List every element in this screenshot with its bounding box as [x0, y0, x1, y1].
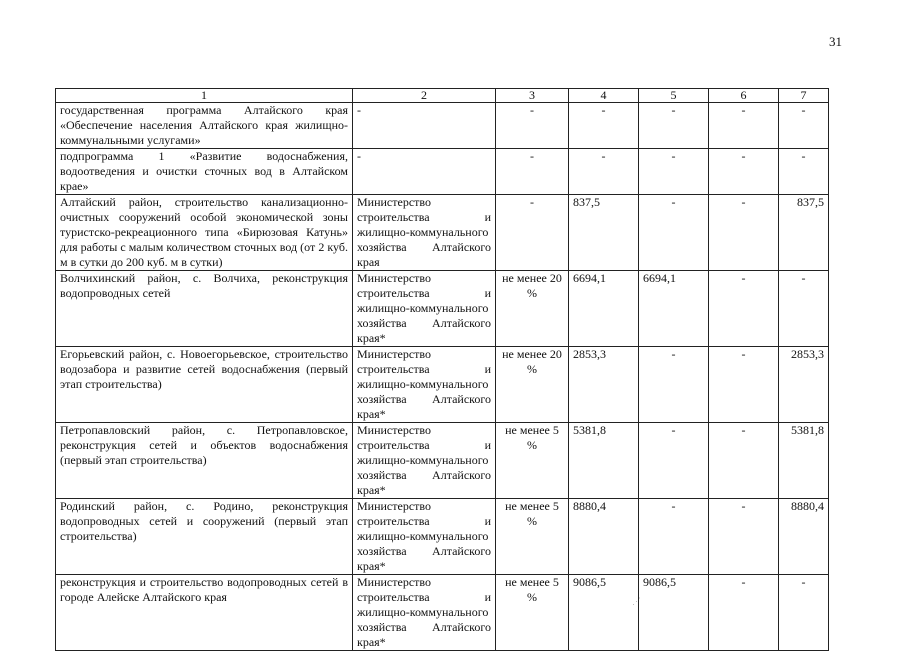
share-cell: - — [496, 149, 569, 195]
value-cell-6: - — [709, 195, 779, 271]
table-row — [56, 149, 829, 195]
value-cell-4: 8880,4 — [569, 499, 639, 575]
value-cell-6: - — [709, 271, 779, 347]
value-cell-5: 9086,5 — [639, 575, 709, 651]
value-cell-7: 5381,8 — [779, 423, 829, 499]
column-header: 6 — [709, 89, 779, 103]
value-cell-6: - — [709, 575, 779, 651]
value-cell-7: - — [779, 271, 829, 347]
table-row — [56, 499, 829, 575]
value-cell-6: - — [709, 423, 779, 499]
share-cell: не менее 20 % — [496, 347, 569, 423]
value-cell-5: - — [639, 423, 709, 499]
table-row — [56, 271, 829, 347]
responsible-cell: Министерство строительства и жилищно-коммунального хозяйства Алтайского края — [353, 195, 496, 271]
table-row — [56, 347, 829, 423]
table-row — [56, 423, 829, 499]
value-cell-7: - — [779, 575, 829, 651]
column-header: 2 — [353, 89, 496, 103]
table-header-row — [56, 89, 829, 103]
row-name-cell: Родинский район, с. Родино, реконструкция водопроводных сетей и сооружений (первый этап строительства) — [56, 499, 353, 575]
value-cell-7: 2853,3 — [779, 347, 829, 423]
value-cell-5: 6694,1 — [639, 271, 709, 347]
budget-table — [55, 88, 829, 651]
share-cell: не менее 5 % — [496, 575, 569, 651]
responsible-cell: - — [353, 149, 496, 195]
value-cell-6: - — [709, 347, 779, 423]
responsible-cell: - — [353, 103, 496, 149]
table-body — [56, 89, 829, 651]
value-cell-7: - — [779, 103, 829, 149]
row-name-cell: Егорьевский район, с. Новоегорьевское, строительство водозабора и развитие сетей водоснабжения (первый этап строительства) — [56, 347, 353, 423]
responsible-cell: Министерство строительства и жилищно-коммунального хозяйства Алтайского края* — [353, 575, 496, 651]
column-header: 1 — [56, 89, 353, 103]
responsible-cell: Министерство строительства и жилищно-коммунального хозяйства Алтайского края* — [353, 499, 496, 575]
table-row — [56, 575, 829, 651]
responsible-cell: Министерство строительства и жилищно-коммунального хозяйства Алтайского края* — [353, 347, 496, 423]
column-header: 5 — [639, 89, 709, 103]
value-cell-5: - — [639, 347, 709, 423]
share-cell: - — [496, 103, 569, 149]
value-cell-4: - — [569, 149, 639, 195]
table-row — [56, 195, 829, 271]
value-cell-5: - — [639, 195, 709, 271]
value-cell-6: - — [709, 149, 779, 195]
value-cell-5: - — [639, 149, 709, 195]
value-cell-5: - — [639, 499, 709, 575]
value-cell-4: 837,5 — [569, 195, 639, 271]
share-cell: не менее 5 % — [496, 423, 569, 499]
column-header: 3 — [496, 89, 569, 103]
scan-artifact: ⋰ — [632, 596, 641, 606]
value-cell-4: 5381,8 — [569, 423, 639, 499]
responsible-cell: Министерство строительства и жилищно-коммунального хозяйства Алтайского края* — [353, 271, 496, 347]
share-cell: - — [496, 195, 569, 271]
row-name-cell: государственная программа Алтайского края «Обеспечение населения Алтайского края жилищно-коммунальными услугами» — [56, 103, 353, 149]
value-cell-7: 837,5 — [779, 195, 829, 271]
value-cell-4: 6694,1 — [569, 271, 639, 347]
value-cell-6: - — [709, 499, 779, 575]
share-cell: не менее 5 % — [496, 499, 569, 575]
value-cell-5: - — [639, 103, 709, 149]
value-cell-7: - — [779, 149, 829, 195]
table-row — [56, 103, 829, 149]
row-name-cell: Волчихинский район, с. Волчиха, реконструкция водопроводных сетей — [56, 271, 353, 347]
row-name-cell: Петропавловский район, с. Петропавловское, реконструкция сетей и объектов водоснабжения (первый этап строительства) — [56, 423, 353, 499]
page-number: 31 — [829, 34, 842, 49]
row-name-cell: подпрограмма 1 «Развитие водоснабжения, водоотведения и очистки сточных вод в Алтайском крае» — [56, 149, 353, 195]
value-cell-6: - — [709, 103, 779, 149]
responsible-cell: Министерство строительства и жилищно-коммунального хозяйства Алтайского края* — [353, 423, 496, 499]
row-name-cell: Алтайский район, строительство канализационно-очистных сооружений особой экономической зоны туристско-рекреационного типа «Бирюзовая Катунь» для работы с малым количеством сточных вод (от 2 куб. м в сутки до 200 куб. м в сутки) — [56, 195, 353, 271]
value-cell-4: - — [569, 103, 639, 149]
value-cell-4: 2853,3 — [569, 347, 639, 423]
value-cell-4: 9086,5 — [569, 575, 639, 651]
row-name-cell: реконструкция и строительство водопроводных сетей в городе Алейске Алтайского края — [56, 575, 353, 651]
column-header: 7 — [779, 89, 829, 103]
column-header: 4 — [569, 89, 639, 103]
share-cell: не менее 20 % — [496, 271, 569, 347]
value-cell-7: 8880,4 — [779, 499, 829, 575]
